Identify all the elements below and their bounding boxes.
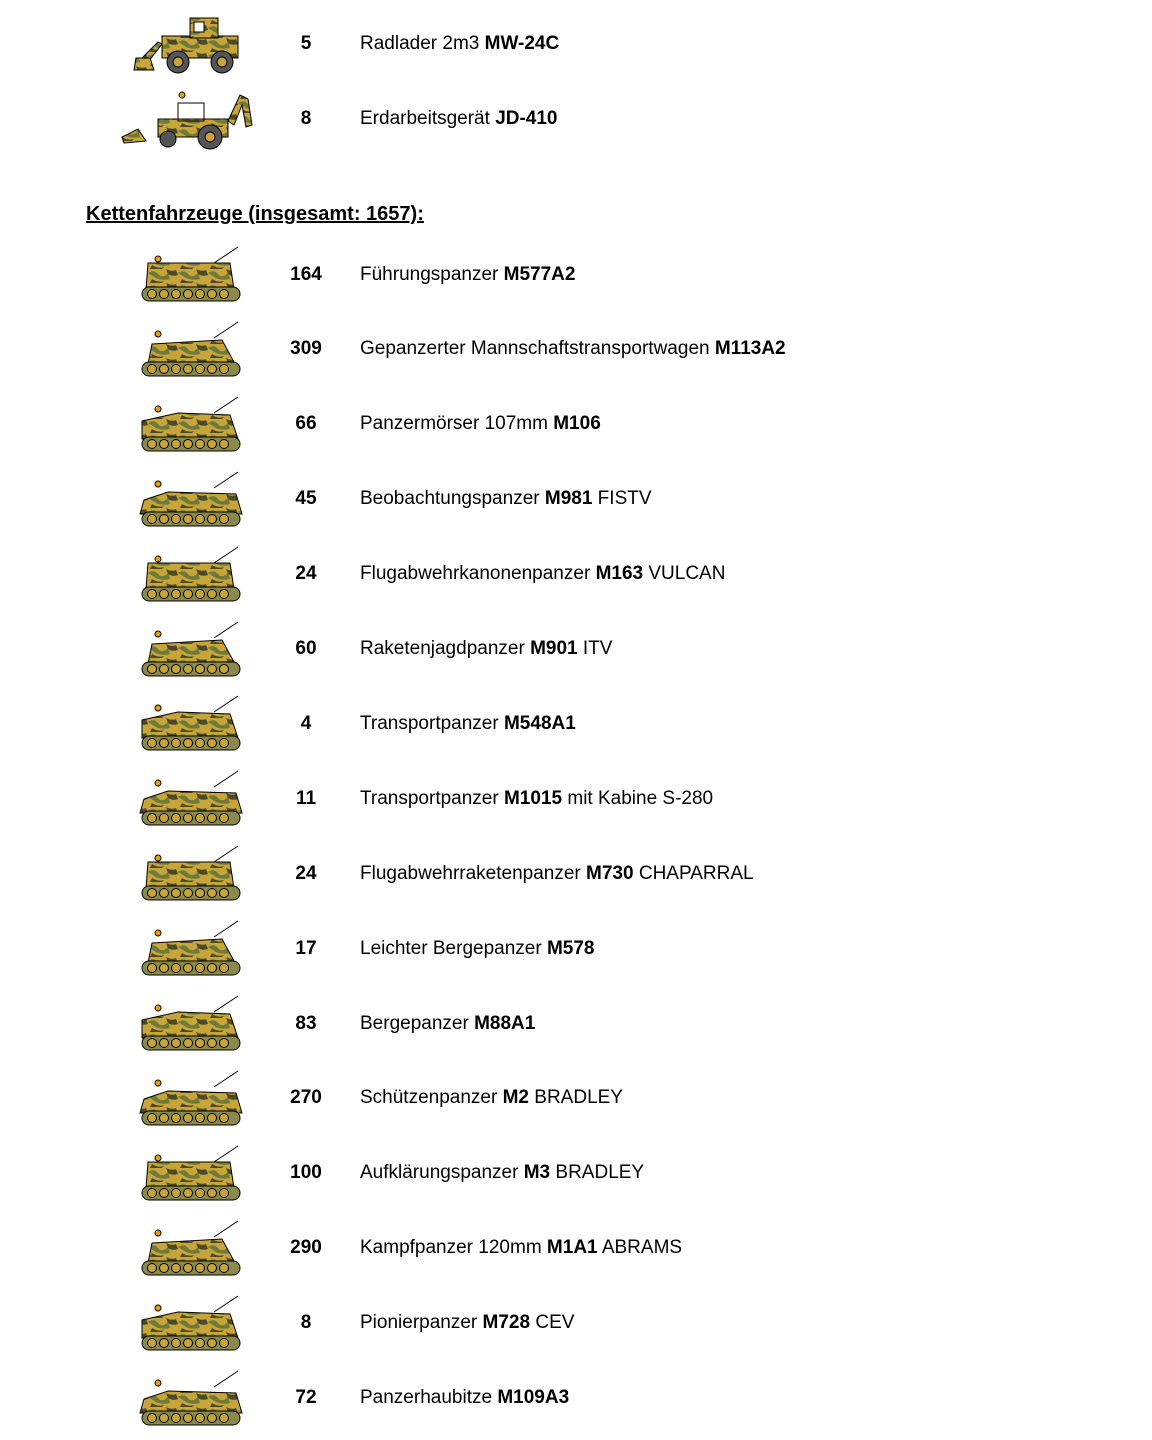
vehicle-count: 4 xyxy=(300,712,312,734)
vehicle-description: Transportpanzer M548A1 xyxy=(360,712,576,734)
vehicle-row xyxy=(0,836,1152,911)
vehicle-row xyxy=(0,911,1152,986)
light-recovery-vehicle-icon xyxy=(118,915,263,983)
vehicle-row xyxy=(0,462,1152,537)
cavalry-vehicle-icon xyxy=(118,1140,263,1208)
vehicle-row xyxy=(0,761,1152,836)
vehicle-row xyxy=(0,986,1152,1061)
vehicle-description: Transportpanzer M1015 mit Kabine S-280 xyxy=(360,787,714,809)
combat-engineer-vehicle-icon xyxy=(118,1290,263,1358)
vehicle-row xyxy=(0,1361,1152,1436)
vehicle-count: 164 xyxy=(290,263,322,285)
vehicle-model: MW-24C xyxy=(484,32,560,54)
vehicle-count: 83 xyxy=(295,1012,317,1034)
vehicle-row xyxy=(0,612,1152,687)
mortar-carrier-icon xyxy=(118,391,263,459)
vehicle-description: Panzermörser 107mm M106 xyxy=(360,413,601,435)
observation-vehicle-icon xyxy=(118,466,263,534)
vehicle-row xyxy=(0,237,1152,312)
vehicle-count: 11 xyxy=(295,787,317,809)
vehicle-description: Panzerhaubitze M109A3 xyxy=(360,1387,570,1408)
apc-icon xyxy=(118,316,263,384)
vehicle-model: M728 xyxy=(482,1312,531,1334)
vehicle-description: Aufklärungspanzer M3 BRADLEY xyxy=(360,1162,645,1184)
vehicle-row xyxy=(0,387,1152,462)
vehicle-description: Gepanzerter Mannschaftstransportwagen M113A2 xyxy=(360,338,786,360)
vehicle-description: Erdarbeitsgerät JD-410 xyxy=(360,107,558,129)
vehicle-count: 8 xyxy=(300,107,312,129)
vehicle-model: M88A1 xyxy=(474,1012,536,1034)
vehicle-description: Pionierpanzer M728 CEV xyxy=(360,1312,575,1334)
vehicle-row xyxy=(0,1286,1152,1361)
section-heading: Kettenfahrzeuge (insgesamt: 1657): xyxy=(86,203,424,225)
vehicle-description: Führungspanzer M577A2 xyxy=(360,263,576,285)
vehicle-description: Flugabwehrkanonenpanzer M163 VULCAN xyxy=(360,563,726,585)
vehicle-row xyxy=(0,686,1152,761)
aa-gun-vehicle-icon xyxy=(118,541,263,609)
command-vehicle-icon xyxy=(118,241,263,309)
vehicle-model: M1A1 xyxy=(546,1237,598,1259)
vehicle-model: M106 xyxy=(553,413,601,435)
vehicle-description: Flugabwehrraketenpanzer M730 CHAPARRAL xyxy=(360,862,754,884)
vehicle-model: M2 xyxy=(502,1087,529,1109)
vehicle-model: M113A2 xyxy=(714,338,786,360)
vehicle-model: JD-410 xyxy=(495,107,558,129)
vehicle-model: M3 xyxy=(523,1162,551,1184)
self-propelled-howitzer-icon xyxy=(118,1365,263,1433)
vehicle-description: Kampfpanzer 120mm M1A1 ABRAMS xyxy=(360,1237,683,1259)
vehicle-model: M548A1 xyxy=(503,712,576,734)
vehicle-model: M901 xyxy=(530,638,578,659)
vehicle-model: M1015 xyxy=(503,787,563,809)
vehicle-count: 100 xyxy=(290,1162,322,1184)
vehicle-count: 309 xyxy=(290,338,322,360)
shelter-carrier-icon xyxy=(118,765,263,833)
vehicle-description: Leichter Bergepanzer M578 xyxy=(360,937,595,959)
vehicle-description: Schützenpanzer M2 BRADLEY xyxy=(360,1087,623,1109)
vehicle-row xyxy=(0,6,1152,81)
vehicle-count: 290 xyxy=(290,1237,322,1259)
vehicle-row xyxy=(0,81,1152,156)
vehicle-count: 24 xyxy=(295,862,317,884)
vehicle-description: Radlader 2m3 MW-24C xyxy=(360,32,560,54)
ifv-icon xyxy=(118,1065,263,1133)
vehicle-model: M577A2 xyxy=(503,263,576,285)
backhoe-loader-icon xyxy=(118,85,263,153)
vehicle-row xyxy=(0,312,1152,387)
vehicle-description: Bergepanzer M88A1 xyxy=(360,1012,536,1034)
cargo-carrier-icon xyxy=(118,690,263,758)
vehicle-model: M730 xyxy=(586,862,634,884)
vehicle-count: 72 xyxy=(295,1387,317,1408)
vehicle-row xyxy=(0,537,1152,612)
vehicle-count: 45 xyxy=(295,488,317,510)
vehicle-count: 5 xyxy=(300,32,312,54)
vehicle-row xyxy=(0,1061,1152,1136)
vehicle-model: M578 xyxy=(546,937,595,959)
aa-missile-vehicle-icon xyxy=(118,840,263,908)
vehicle-description: Raketenjagdpanzer M901 ITV xyxy=(360,638,613,659)
vehicle-count: 60 xyxy=(295,638,317,659)
recovery-vehicle-icon xyxy=(118,990,263,1058)
vehicle-count: 24 xyxy=(295,563,317,585)
vehicle-model: M163 xyxy=(595,563,644,585)
vehicle-model: M109A3 xyxy=(497,1387,570,1408)
vehicle-row xyxy=(0,1211,1152,1286)
tow-missile-vehicle-icon xyxy=(118,616,263,684)
vehicle-count: 270 xyxy=(290,1087,322,1109)
vehicle-row xyxy=(0,1136,1152,1211)
wheel-loader-icon xyxy=(118,10,263,78)
vehicle-description: Beobachtungspanzer M981 FISTV xyxy=(360,488,652,510)
main-battle-tank-icon xyxy=(118,1215,263,1283)
vehicle-count: 66 xyxy=(295,413,317,435)
vehicle-model: M981 xyxy=(544,488,593,510)
vehicle-count: 8 xyxy=(300,1312,312,1334)
vehicle-count: 17 xyxy=(295,937,317,959)
